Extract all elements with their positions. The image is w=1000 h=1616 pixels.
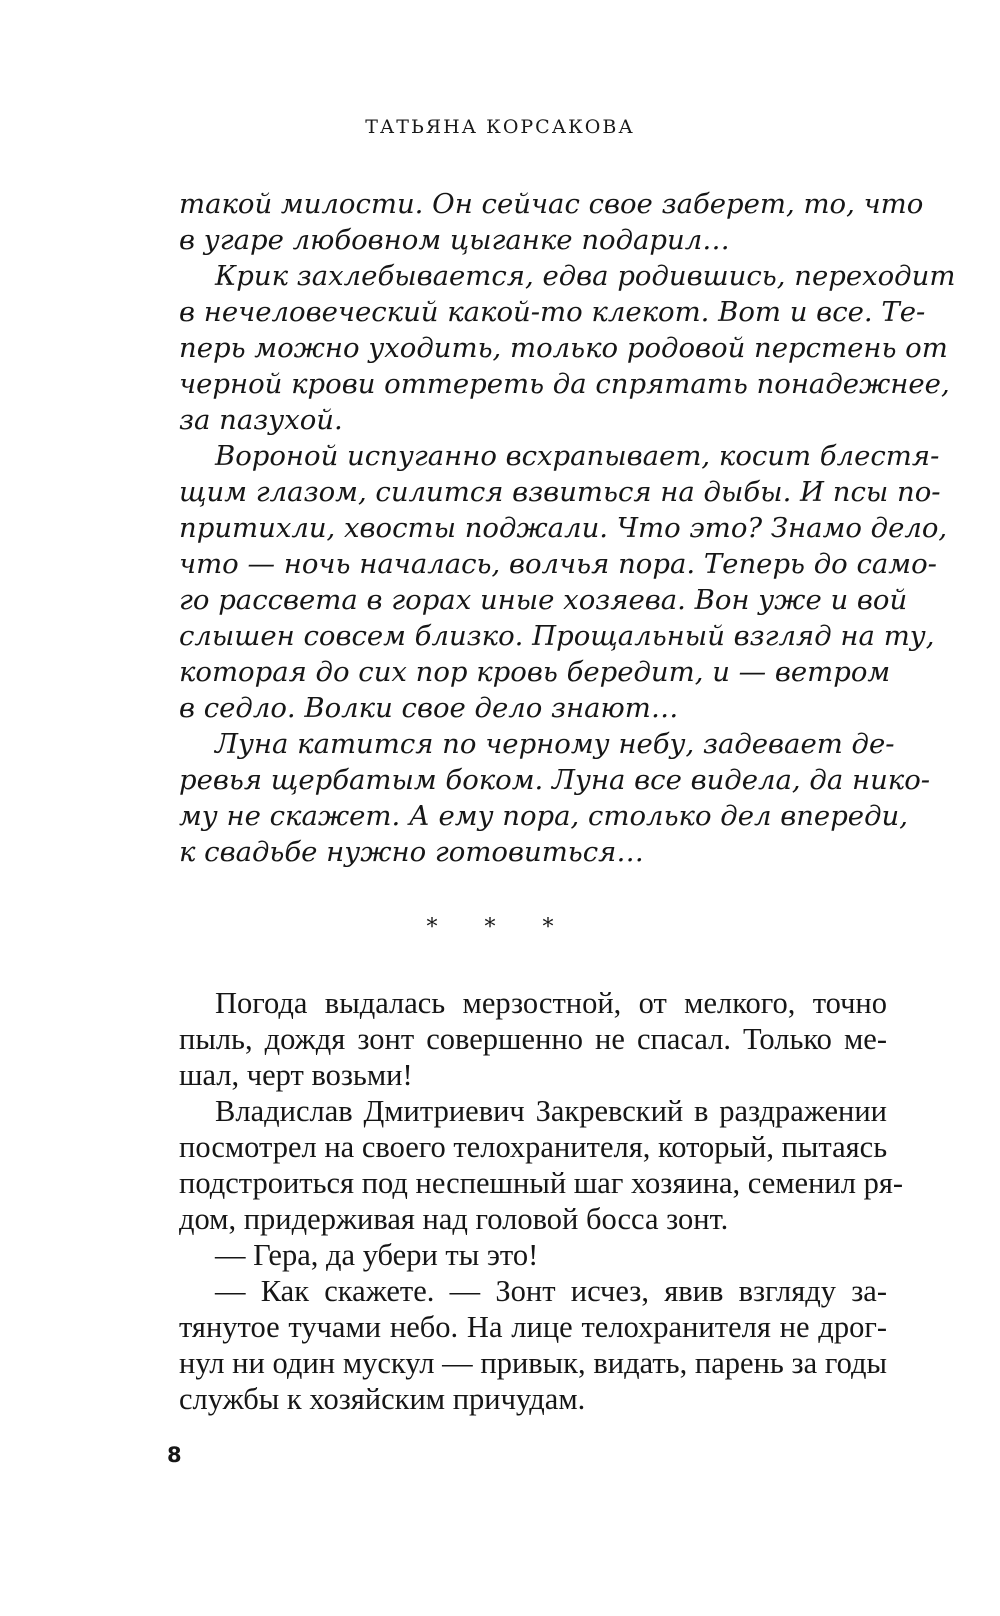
- text-line: что — ночь началась, волчья пора. Теперь до само-: [179, 548, 937, 580]
- text-line: дом, придерживая над головой босса зонт.: [179, 1202, 729, 1236]
- text-line: в нечеловеческий какой-то клекот. Вот и все. Те-: [179, 296, 926, 328]
- text-line: притихли, хвосты поджали. Что это? Знамо дело,: [179, 512, 948, 544]
- text-line: перь можно уходить, только родовой перстень от: [179, 332, 948, 364]
- text-line: черной крови оттереть да спрятать понадежнее,: [179, 368, 950, 400]
- text-line: — Гера, да убери ты это!: [215, 1238, 539, 1272]
- text-line: — Как скажете. — Зонт исчез, явив взгляду за-: [215, 1274, 887, 1308]
- text-line: щим глазом, силится взвиться на дыбы. И псы по-: [179, 476, 941, 508]
- page-number: 8: [167, 1443, 182, 1467]
- text-line: го рассвета в горах иные хозяева. Вон уже и вой: [179, 584, 908, 616]
- text-line: в угаре любовном цыганке подарил…: [179, 224, 730, 256]
- text-line: посмотрел на своего телохранителя, который, пытаясь: [179, 1130, 888, 1164]
- text-line: ревья щербатым боком. Луна все видела, да нико-: [179, 764, 931, 796]
- text-line: нул ни один мускул — привык, видать, парень за годы: [179, 1346, 887, 1380]
- text-line: слышен совсем близко. Прощальный взгляд на ту,: [179, 620, 935, 652]
- roman-passage: [179, 985, 904, 1417]
- text-line: пыль, дождя зонт совершенно не спасал. Только ме-: [179, 1022, 887, 1056]
- text-line: Луна катится по черному небу, задевает де-: [215, 728, 895, 760]
- text-line: за пазухой.: [179, 404, 343, 436]
- running-head: ТАТЬЯНА КОРСАКОВА: [365, 116, 635, 138]
- text-line: которая до сих пор кровь бередит, и — ветром: [179, 656, 891, 688]
- text-line: Владислав Дмитриевич Закревский в раздражении: [215, 1094, 887, 1128]
- text-line: Крик захлебывается, едва родившись, переходит: [215, 260, 956, 292]
- text-line: Погода выдалась мерзостной, от мелкого, точно: [215, 986, 887, 1020]
- text-line: подстроиться под неспешный шаг хозяина, семенил ря-: [179, 1166, 904, 1200]
- text-line: му не скажет. А ему пора, столько дел впереди,: [179, 800, 908, 832]
- section-separator: * * *: [426, 915, 574, 940]
- text-line: службы к хозяйским причудам.: [179, 1382, 586, 1416]
- text-line: к свадьбе нужно готовиться…: [179, 836, 644, 868]
- text-line: шал, черт возьми!: [179, 1058, 413, 1092]
- text-line: такой милости. Он сейчас свое заберет, то, что: [179, 188, 924, 220]
- text-line: в седло. Волки свое дело знают…: [179, 692, 679, 724]
- text-line: Вороной испуганно всхрапывает, косит блестя-: [215, 440, 940, 472]
- text-line: тянутое тучами небо. На лице телохранителя не дрог-: [179, 1310, 887, 1344]
- italic-passage: [179, 186, 956, 870]
